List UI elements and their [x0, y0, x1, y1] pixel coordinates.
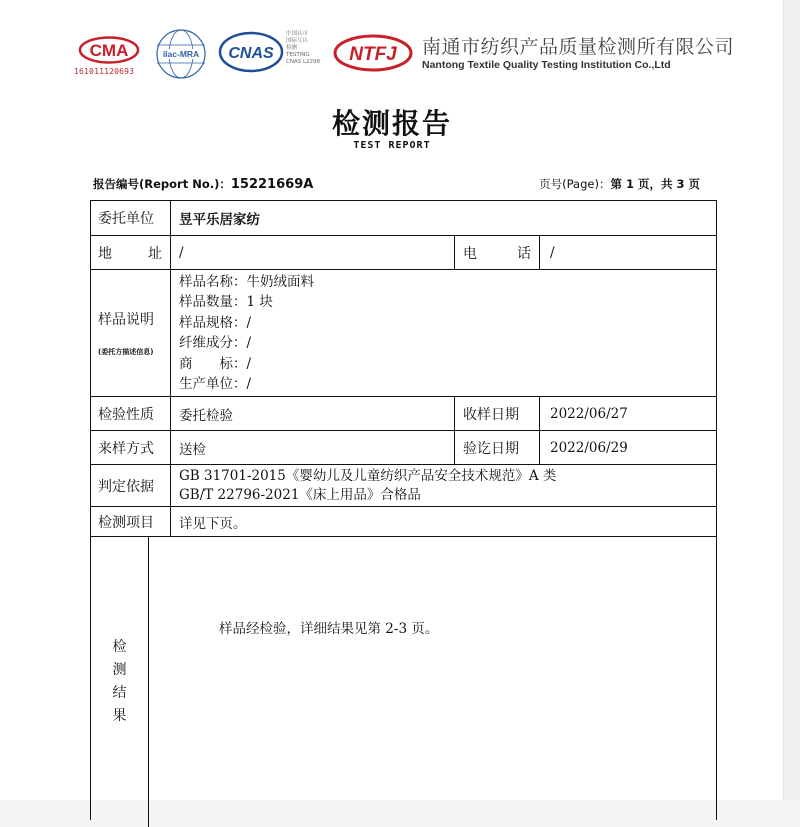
- table-row-basis: [91, 465, 716, 507]
- client-label: 委托单位: [91, 201, 171, 235]
- sample-label-note: (委托方描述信息): [98, 348, 154, 356]
- result-label-char: 结: [112, 685, 127, 701]
- cnas-accreditation-text: [286, 31, 320, 66]
- sample-line: 样品规格：/: [179, 314, 252, 331]
- cnas-logo-text: CNAS: [228, 45, 274, 62]
- table-row-address: [91, 236, 716, 270]
- items-value: 详见下页。: [179, 515, 247, 532]
- phone-label: [454, 236, 540, 269]
- test-date-value: 2022/06/29: [550, 439, 628, 456]
- cma-logo-text: CMA: [89, 41, 129, 60]
- result-label-char: 果: [112, 708, 127, 724]
- basis-line: GB/T 22796-2021《床上用品》合格品: [179, 486, 421, 503]
- address-label-char: 址: [148, 245, 162, 262]
- sample-line: 商 标：/: [179, 355, 252, 372]
- report-subtitle: TEST REPORT: [353, 140, 431, 151]
- receive-date-label: 收样日期: [454, 397, 540, 430]
- sample-line: 样品名称：牛奶绒面料: [179, 273, 314, 290]
- cnas-text-line: 国际互认: [286, 38, 309, 44]
- ntfj-logo: [333, 33, 413, 73]
- cnas-text-line: 中国认可: [286, 31, 309, 37]
- report-number-value: 15221669A: [230, 177, 314, 192]
- vertical-scrollbar[interactable]: [783, 0, 800, 800]
- ntfj-logo-text: NTFJ: [349, 44, 397, 65]
- cma-logo: [78, 36, 140, 64]
- sample-line: 纤维成分：/: [179, 335, 252, 351]
- institution-name-en: Nantong Textile Quality Testing Institution Co.,Ltd: [422, 59, 671, 71]
- phone-label-char: 电: [463, 245, 477, 262]
- sample-line: 生产单位：/: [179, 376, 252, 392]
- report-number-label: 报告编号(Report No.)：: [93, 177, 231, 191]
- sample-line: 样品数量：1 块: [179, 294, 273, 310]
- cma-code: 161011120693: [74, 67, 135, 76]
- basis-details: [171, 465, 716, 506]
- table-row-client: [91, 201, 716, 236]
- address-value: /: [179, 244, 184, 261]
- report-number: [93, 176, 313, 192]
- page-label: 页号(Page)：: [539, 177, 611, 191]
- basis-label: 判定依据: [91, 465, 171, 506]
- result-label-char: 测: [112, 662, 127, 678]
- basis-line: GB 31701-2015《婴幼儿及儿童纺织产品安全技术规范》A 类: [179, 467, 557, 484]
- cnas-logo: [218, 30, 284, 74]
- nature-value: 委托检验: [179, 407, 233, 424]
- items-label: 检测项目: [91, 507, 171, 536]
- phone-value: /: [550, 244, 555, 261]
- page-value: 第 1 页，共 3 页: [610, 177, 700, 191]
- sample-label: [91, 270, 171, 396]
- delivery-label: 来样方式: [91, 431, 171, 464]
- result-label: [91, 537, 149, 827]
- ilac-logo-text: ilac-MRA: [162, 49, 200, 59]
- cnas-text-line: CNAS L2298: [286, 59, 321, 65]
- table-row-items: [91, 507, 716, 537]
- cnas-text-line: TESTING: [286, 52, 310, 58]
- table-row-sample: [91, 270, 716, 397]
- receive-date-value: 2022/06/27: [550, 405, 628, 422]
- nature-label: 检验性质: [91, 397, 171, 430]
- delivery-value: 送检: [179, 441, 206, 458]
- test-date-label: 验讫日期: [454, 431, 540, 464]
- ilac-mra-logo: [155, 28, 207, 80]
- page-indicator: [539, 176, 700, 192]
- report-title: 检测报告: [331, 107, 452, 140]
- cnas-text-line: 检测: [286, 45, 298, 51]
- client-value: 昱平乐居家纺: [179, 212, 260, 228]
- report-table: [90, 200, 717, 820]
- table-row-result: [91, 537, 716, 827]
- sample-details: [171, 270, 716, 396]
- sample-label-text: 样品说明: [98, 312, 154, 328]
- table-row-nature: [91, 397, 716, 431]
- result-label-char: 检: [112, 639, 127, 655]
- institution-name-cn: 南通市纺织产品质量检测所有限公司: [422, 36, 735, 58]
- address-label: [91, 236, 171, 269]
- result-value: 样品经检验，详细结果见第 2-3 页。: [219, 621, 439, 637]
- address-label-char: 地: [98, 245, 112, 262]
- table-row-delivery: [91, 431, 716, 465]
- phone-label-char: 话: [517, 245, 531, 262]
